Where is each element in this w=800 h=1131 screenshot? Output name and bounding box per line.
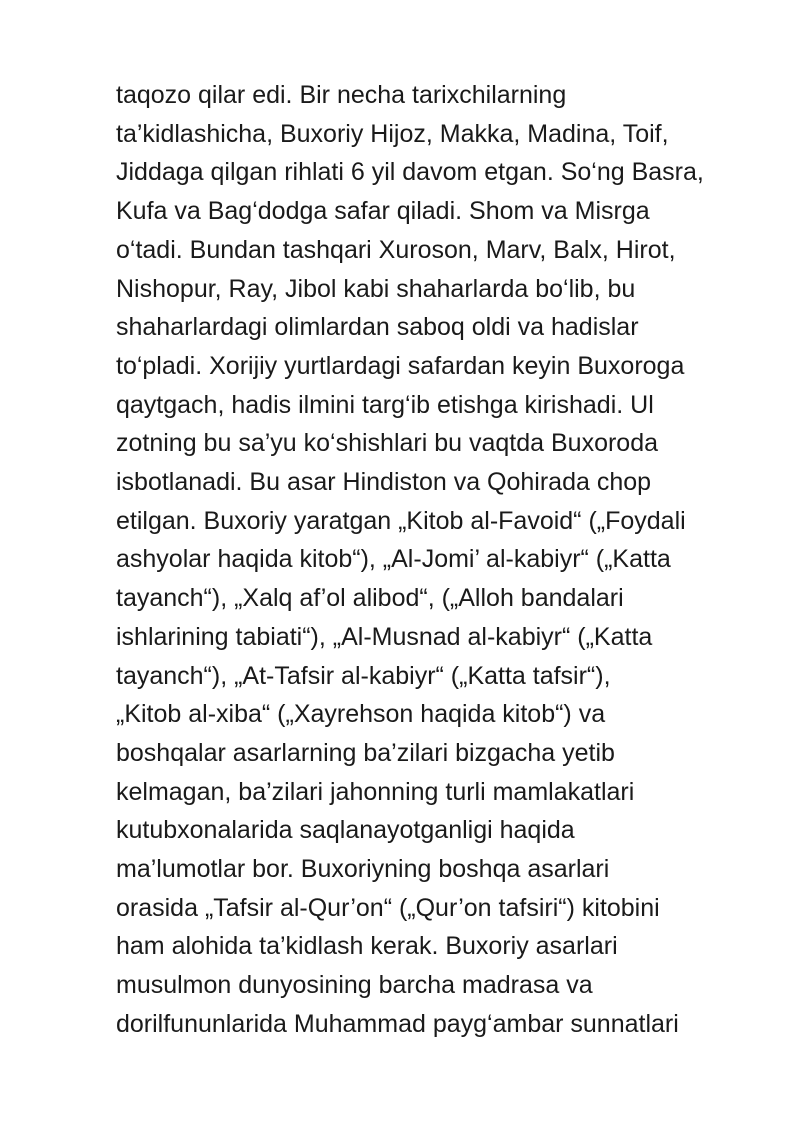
text-line: ma’lumotlar bor. Buxoriyning boshqa asarlari: [116, 855, 610, 884]
text-line: to‘pladi. Xorijiy yurtlardagi safardan keyin Buxoroga: [116, 351, 685, 380]
text-line: zotning bu sa’yu ko‘shishlari bu vaqtda Buxoroda: [116, 429, 659, 458]
text-line: qaytgach, hadis ilmini targ‘ib etishga kirishadi. Ul: [116, 390, 654, 419]
text-line: o‘tadi. Bundan tashqari Xuroson, Marv, Balx, Hirot,: [116, 235, 676, 264]
text-line: ishlarining tabiati“), „Al-Musnad al-kabiyr“ („Katta: [116, 622, 653, 651]
text-line: taqozo qilar edi. Bir necha tarixchilarning: [116, 81, 567, 109]
text-line: isbotlanadi. Bu asar Hindiston va Qohirada chop: [116, 468, 652, 497]
text-line: kutubxonalarida saqlanayotganligi haqida: [116, 816, 575, 845]
text-line: dorilfununlarida Muhammad payg‘ambar sunnatlari: [116, 1009, 679, 1038]
text-line: Jiddaga qilgan rihlati 6 yil davom etgan. So‘ng Basra,: [116, 158, 704, 187]
body-text: [116, 76, 756, 1044]
text-line: orasida „Tafsir al-Qur’on“ („Qur’on tafsiri“) kitobini: [116, 893, 660, 922]
text-line: tayanch“), „Xalq af’ol alibod“, („Alloh bandalari: [116, 584, 624, 613]
text-line: kelmagan, ba’zilari jahonning turli mamlakatlari: [116, 777, 635, 806]
text-line: ham alohida ta’kidlash kerak. Buxoriy asarlari: [116, 932, 618, 961]
text-line: ashyolar haqida kitob“), „Al-Jomi’ al-kabiyr“ („Katta: [116, 545, 671, 574]
text-line: etilgan. Buxoriy yaratgan „Kitob al-Favoid“ („Foydali: [116, 506, 686, 535]
text-line: musulmon dunyosining barcha madrasa va: [116, 971, 593, 1000]
text-line: „Kitob al-xiba“ („Xayrehson haqida kitob“) va: [116, 700, 606, 729]
text-line: Kufa va Bag‘dodga safar qiladi. Shom va Misrga: [116, 197, 650, 226]
text-line: ta’kidlashicha, Buxoriy Hijoz, Makka, Madina, Toif,: [116, 119, 669, 148]
text-line: shaharlardagi olimlardan saboq oldi va hadislar: [116, 313, 639, 342]
text-line: Nishopur, Ray, Jibol kabi shaharlarda bo‘lib, bu: [116, 274, 636, 303]
text-line: tayanch“), „At-Tafsir al-kabiyr“ („Katta tafsir“),: [116, 661, 611, 690]
text-line: boshqalar asarlarning ba’zilari bizgacha yetib: [116, 738, 615, 767]
